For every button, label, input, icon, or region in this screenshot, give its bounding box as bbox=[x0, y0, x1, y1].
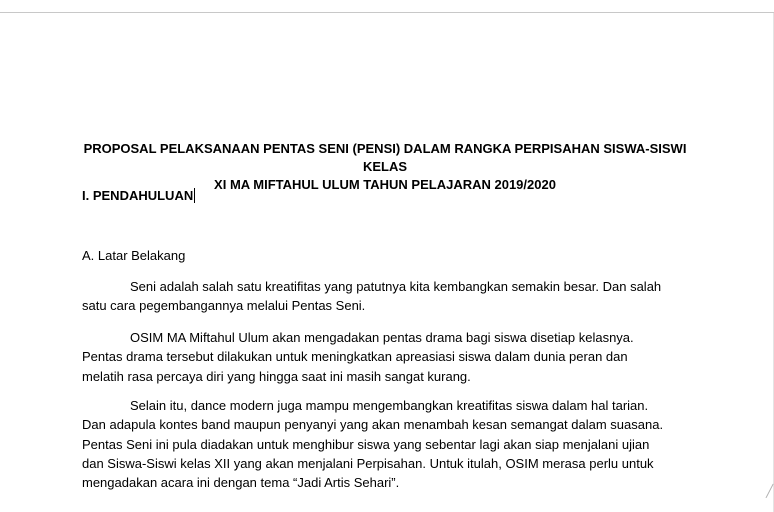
resize-corner-icon: ╱ bbox=[766, 484, 774, 498]
text-cursor bbox=[194, 188, 195, 203]
paragraph-line: OSIM MA Miftahul Ulum akan mengadakan pentas drama bagi siswa disetiap kelasnya. bbox=[130, 330, 634, 345]
paragraph bbox=[82, 396, 682, 492]
paragraph-line: satu cara pegembangannya melalui Pentas Seni. bbox=[82, 298, 366, 314]
document-title bbox=[60, 140, 710, 194]
paragraph-line: Pentas Seni ini pula diadakan untuk menghibur siswa yang sebentar lagi akan siap menjalani ujian bbox=[82, 436, 650, 452]
paragraph-line: dan Siswa-Siswi kelas XII yang akan menjalani Perpisahan. Untuk itulah, OSIM merasa perlu untuk bbox=[82, 455, 654, 471]
paragraph-line: Seni adalah salah satu kreatifitas yang patutnya kita kembangkan semakin besar. Dan salah bbox=[130, 279, 662, 294]
paragraph bbox=[82, 277, 682, 316]
paragraph-line: melatih rasa percaya diri yang hingga saat ini masih sangat kurang. bbox=[82, 368, 471, 384]
section-heading-text: I. PENDAHULUAN bbox=[82, 188, 194, 203]
paragraph-line: Selain itu, dance modern juga mampu mengembangkan kreatifitas siswa dalam hal tarian. bbox=[130, 398, 649, 413]
paragraph-line: Pentas drama tersebut dilakukan untuk meningkatkan apreasiasi siswa dalam dunia peran dan bbox=[82, 349, 628, 365]
paragraph-line: mengadakan acara ini dengan tema “Jadi Artis Sehari”. bbox=[82, 475, 400, 491]
title-line: XI MA MIFTAHUL ULUM TAHUN PELAJARAN 2019/2020 bbox=[214, 177, 556, 192]
paragraph bbox=[82, 328, 682, 386]
section-heading[interactable] bbox=[82, 187, 195, 205]
sub-heading: A. Latar Belakang bbox=[82, 248, 186, 263]
title-line: PROPOSAL PELAKSANAAN PENTAS SENI (PENSI) DALAM RANGKA PERPISAHAN SISWA-SISWI KELAS bbox=[83, 141, 687, 174]
paragraph-line: Dan adapula kontes band maupun penyanyi yang akan menambah kesan semangat dalam suasana. bbox=[82, 417, 664, 433]
